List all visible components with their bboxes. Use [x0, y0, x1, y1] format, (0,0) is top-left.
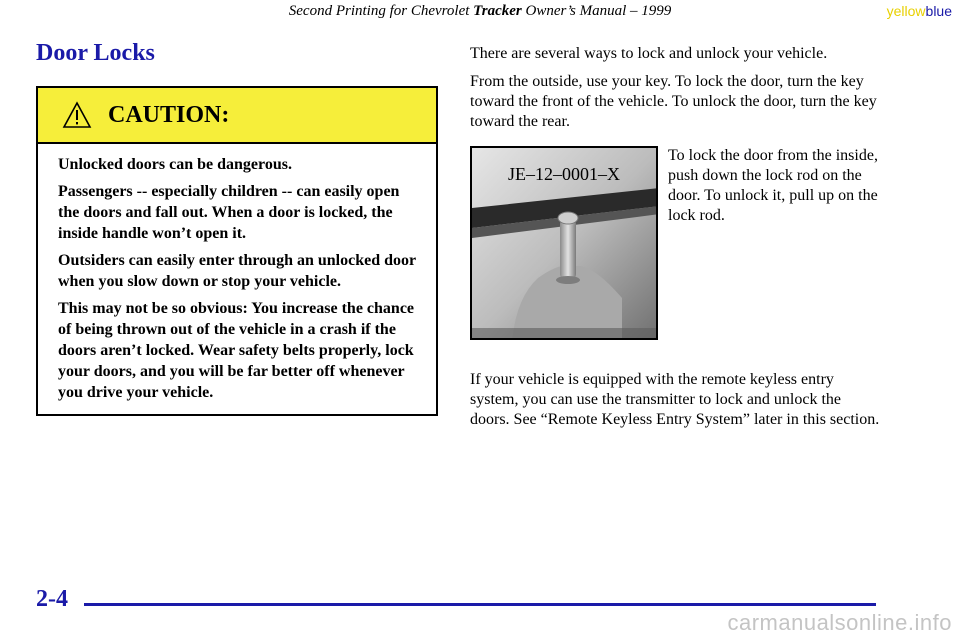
- lock-rod-photo: [470, 146, 658, 340]
- caution-paragraph: Passengers -- especially children -- can easily open the doors and fall out. When a door is locked, the inside handle won’t open it.: [58, 183, 400, 242]
- remote-text-block: [470, 370, 882, 430]
- header-prefix: Second Printing for Chevrolet: [288, 3, 474, 19]
- caution-paragraph: Outsiders can easily enter through an unlocked door when you slow down or stop your vehicle.: [58, 252, 416, 290]
- running-header: [0, 0, 960, 24]
- header-suffix: Owner’s Manual – 1999: [521, 3, 672, 19]
- outside-text-block: [470, 72, 890, 132]
- watermark-text: carmanualsonline.info: [727, 610, 952, 635]
- outside-paragraph: From the outside, use your key. To lock the door, turn the key toward the front of the vehicle. To unlock the door, turn the key toward the rear.: [470, 73, 877, 130]
- caution-paragraph: Unlocked doors can be dangerous.: [58, 156, 292, 173]
- warning-triangle-icon: [62, 101, 92, 129]
- caution-paragraph: This may not be so obvious: You increase the chance of being thrown out of the vehicle in a crash if the doors aren’t locked. Wear safety belts properly, lock your doors, and you will be far better off whenever you drive your vehicle.: [58, 300, 415, 401]
- inside-lock-paragraph: To lock the door from the inside, push down the lock rod on the door. To unlock it, pull up on the lock rod.: [668, 147, 878, 224]
- intro-paragraph: There are several ways to lock and unlock your vehicle.: [470, 45, 828, 62]
- swatch-blue: blue: [925, 3, 952, 19]
- photo-caption-code: JE–12–0001–X: [508, 164, 620, 184]
- header-brand: Tracker: [473, 3, 522, 19]
- footer-rule: [84, 603, 876, 606]
- intro-text-block: [470, 44, 890, 64]
- page-title: Door Locks: [36, 40, 155, 66]
- page-number: 2-4: [36, 586, 68, 612]
- caution-header: [38, 88, 436, 144]
- caution-body: [38, 144, 436, 403]
- color-swatch-label: [887, 0, 952, 22]
- caution-box: [36, 86, 438, 416]
- swatch-yellow: yellow: [886, 3, 926, 19]
- remote-paragraph: If your vehicle is equipped with the remote keyless entry system, you can use the transmitter to lock and unlock the doors. See “Remote Keyless Entry System” later in this section.: [470, 371, 880, 428]
- caution-label: CAUTION:: [108, 101, 230, 128]
